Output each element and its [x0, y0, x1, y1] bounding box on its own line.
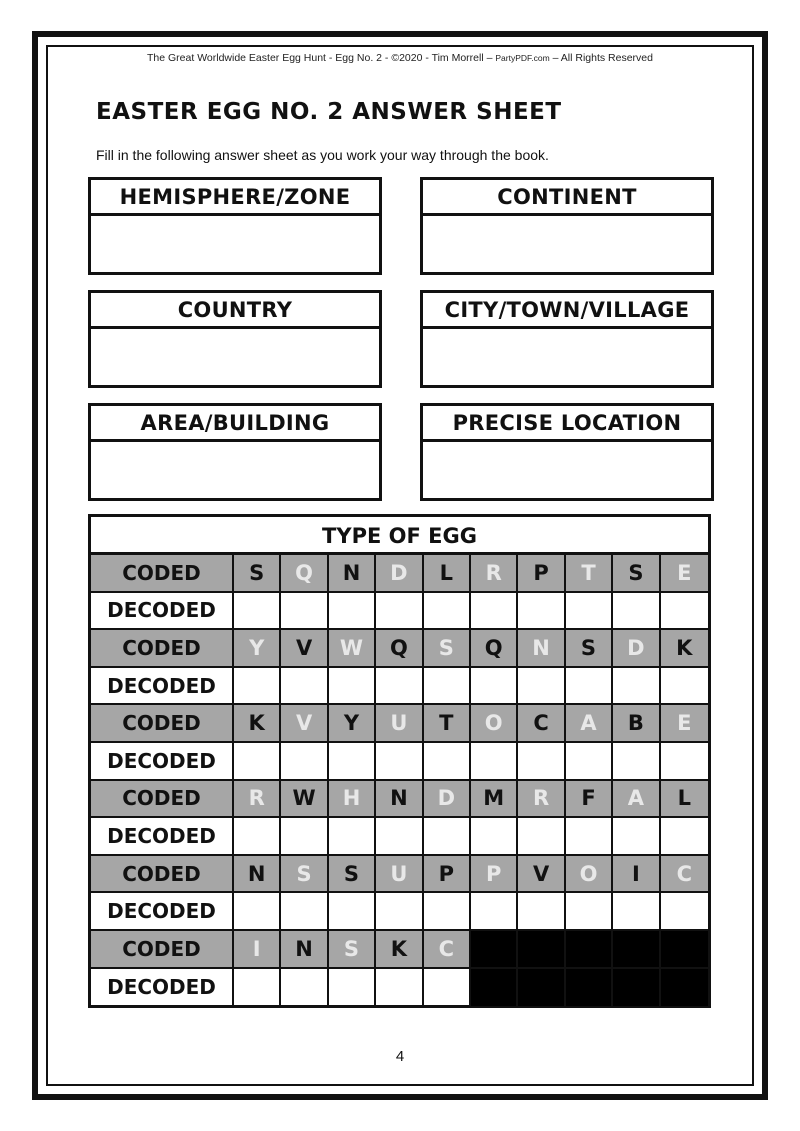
decoded-answer-cell[interactable]: [613, 818, 660, 856]
coded-letter: C: [424, 931, 471, 969]
coded-letter: D: [613, 630, 660, 668]
coded-letter: S: [613, 555, 660, 593]
coded-letter: K: [661, 630, 708, 668]
city-label: CITY/TOWN/VILLAGE: [423, 293, 711, 329]
decoded-answer-cell[interactable]: [424, 818, 471, 856]
coded-letter: S: [566, 630, 613, 668]
country-answer-field[interactable]: [91, 329, 379, 385]
coded-label: CODED: [91, 555, 234, 593]
blank-cell: [613, 931, 660, 969]
coded-letter: S: [424, 630, 471, 668]
coded-letter: S: [281, 856, 328, 894]
decoded-answer-cell[interactable]: [281, 743, 328, 781]
decoded-label: DECODED: [91, 668, 234, 706]
blank-cell: [613, 969, 660, 1007]
decoded-answer-cell[interactable]: [566, 893, 613, 931]
decoded-answer-cell[interactable]: [424, 743, 471, 781]
coded-letter: P: [471, 856, 518, 894]
decoded-answer-cell[interactable]: [518, 668, 565, 706]
rights-text: – All Rights Reserved: [549, 52, 653, 64]
coded-letter: R: [471, 555, 518, 593]
decoded-answer-cell[interactable]: [234, 818, 281, 856]
coded-letter: O: [471, 705, 518, 743]
coded-label: CODED: [91, 856, 234, 894]
coded-letter: N: [281, 931, 328, 969]
decoded-answer-cell[interactable]: [329, 893, 376, 931]
decoded-answer-cell[interactable]: [376, 743, 423, 781]
decoded-answer-cell[interactable]: [661, 593, 708, 631]
coded-label: CODED: [91, 931, 234, 969]
coded-letter: F: [566, 781, 613, 819]
coded-letter: Q: [281, 555, 328, 593]
coded-letter: R: [518, 781, 565, 819]
coded-letter: L: [424, 555, 471, 593]
coded-letter: A: [566, 705, 613, 743]
blank-cell: [566, 969, 613, 1007]
coded-letter: V: [518, 856, 565, 894]
country-box: [88, 290, 382, 388]
coded-letter: N: [376, 781, 423, 819]
decoded-answer-cell[interactable]: [234, 668, 281, 706]
coded-letter: P: [424, 856, 471, 894]
decoded-answer-cell[interactable]: [518, 743, 565, 781]
coded-letter: N: [329, 555, 376, 593]
decoded-answer-cell[interactable]: [329, 818, 376, 856]
decoded-answer-cell[interactable]: [281, 668, 328, 706]
decoded-answer-cell[interactable]: [329, 969, 376, 1007]
decoded-answer-cell[interactable]: [376, 893, 423, 931]
coded-letter: T: [424, 705, 471, 743]
coded-letter: K: [376, 931, 423, 969]
decoded-answer-cell[interactable]: [376, 668, 423, 706]
decoded-answer-cell[interactable]: [376, 593, 423, 631]
coded-letter: I: [234, 931, 281, 969]
decoded-answer-cell[interactable]: [281, 593, 328, 631]
blank-cell: [661, 969, 708, 1007]
decoded-answer-cell[interactable]: [281, 818, 328, 856]
decoded-answer-cell[interactable]: [613, 593, 660, 631]
city-box: [420, 290, 714, 388]
precise-location-box: [420, 403, 714, 501]
country-label: COUNTRY: [91, 293, 379, 329]
coded-letter: V: [281, 630, 328, 668]
decoded-answer-cell[interactable]: [424, 969, 471, 1007]
coded-letter: I: [613, 856, 660, 894]
decoded-label: DECODED: [91, 743, 234, 781]
coded-letter: C: [518, 705, 565, 743]
decoded-answer-cell[interactable]: [566, 818, 613, 856]
blank-cell: [518, 969, 565, 1007]
decoded-label: DECODED: [91, 893, 234, 931]
decoded-answer-cell[interactable]: [329, 743, 376, 781]
precise-location-answer-field[interactable]: [423, 442, 711, 498]
decoded-answer-cell[interactable]: [613, 668, 660, 706]
decoded-answer-cell[interactable]: [661, 818, 708, 856]
coded-letter: N: [518, 630, 565, 668]
blank-cell: [661, 931, 708, 969]
continent-answer-field[interactable]: [423, 216, 711, 272]
coded-letter: U: [376, 856, 423, 894]
coded-letter: V: [281, 705, 328, 743]
coded-letter: D: [424, 781, 471, 819]
decoded-answer-cell[interactable]: [376, 969, 423, 1007]
decoded-answer-cell[interactable]: [518, 818, 565, 856]
coded-letter: E: [661, 555, 708, 593]
decoded-answer-cell[interactable]: [376, 818, 423, 856]
type-of-egg-table: [88, 514, 711, 1008]
coded-letter: N: [234, 856, 281, 894]
decoded-answer-cell[interactable]: [471, 668, 518, 706]
area-answer-field[interactable]: [91, 442, 379, 498]
decoded-answer-cell[interactable]: [661, 893, 708, 931]
decoded-answer-cell[interactable]: [424, 893, 471, 931]
cipher-grid: [91, 555, 708, 1006]
coded-letter: B: [613, 705, 660, 743]
decoded-answer-cell[interactable]: [424, 593, 471, 631]
decoded-label: DECODED: [91, 969, 234, 1007]
coded-letter: D: [376, 555, 423, 593]
coded-letter: W: [281, 781, 328, 819]
decoded-answer-cell[interactable]: [566, 593, 613, 631]
coded-letter: K: [234, 705, 281, 743]
city-answer-field[interactable]: [423, 329, 711, 385]
blank-cell: [566, 931, 613, 969]
coded-letter: T: [566, 555, 613, 593]
decoded-answer-cell[interactable]: [471, 818, 518, 856]
decoded-answer-cell[interactable]: [234, 969, 281, 1007]
coded-letter: C: [661, 856, 708, 894]
decoded-answer-cell[interactable]: [281, 969, 328, 1007]
egg-table-title: TYPE OF EGG: [91, 517, 708, 555]
decoded-answer-cell[interactable]: [661, 668, 708, 706]
area-label: AREA/BUILDING: [91, 406, 379, 442]
coded-letter: R: [234, 781, 281, 819]
decoded-answer-cell[interactable]: [471, 593, 518, 631]
coded-label: CODED: [91, 781, 234, 819]
page-number: 4: [395, 1048, 405, 1065]
area-box: [88, 403, 382, 501]
decoded-answer-cell[interactable]: [613, 893, 660, 931]
decoded-label: DECODED: [91, 818, 234, 856]
coded-letter: S: [234, 555, 281, 593]
hemisphere-box: [88, 177, 382, 275]
coded-letter: E: [661, 705, 708, 743]
decoded-answer-cell[interactable]: [281, 893, 328, 931]
decoded-answer-cell[interactable]: [661, 743, 708, 781]
coded-letter: Q: [376, 630, 423, 668]
decoded-answer-cell[interactable]: [471, 743, 518, 781]
coded-letter: L: [661, 781, 708, 819]
instruction-text: Fill in the following answer sheet as you work your way through the book.: [96, 147, 549, 163]
coded-letter: Y: [329, 705, 376, 743]
hemisphere-answer-field[interactable]: [91, 216, 379, 272]
decoded-answer-cell[interactable]: [518, 593, 565, 631]
coded-letter: O: [566, 856, 613, 894]
coded-letter: H: [329, 781, 376, 819]
precise-location-label: PRECISE LOCATION: [423, 406, 711, 442]
copyright-text: The Great Worldwide Easter Egg Hunt - Egg No. 2 - ©2020 - Tim Morrell –: [147, 52, 496, 64]
coded-letter: U: [376, 705, 423, 743]
coded-letter: S: [329, 931, 376, 969]
hemisphere-label: HEMISPHERE/ZONE: [91, 180, 379, 216]
coded-letter: W: [329, 630, 376, 668]
decoded-answer-cell[interactable]: [424, 668, 471, 706]
decoded-answer-cell[interactable]: [471, 893, 518, 931]
decoded-answer-cell[interactable]: [518, 893, 565, 931]
decoded-answer-cell[interactable]: [329, 593, 376, 631]
decoded-answer-cell[interactable]: [234, 743, 281, 781]
copyright-header: [0, 52, 800, 64]
blank-cell: [518, 931, 565, 969]
decoded-answer-cell[interactable]: [566, 743, 613, 781]
decoded-answer-cell[interactable]: [234, 593, 281, 631]
continent-label: CONTINENT: [423, 180, 711, 216]
decoded-answer-cell[interactable]: [234, 893, 281, 931]
blank-cell: [471, 931, 518, 969]
coded-letter: A: [613, 781, 660, 819]
blank-cell: [471, 969, 518, 1007]
coded-letter: S: [329, 856, 376, 894]
coded-letter: Y: [234, 630, 281, 668]
coded-letter: M: [471, 781, 518, 819]
decoded-answer-cell[interactable]: [329, 668, 376, 706]
decoded-answer-cell[interactable]: [613, 743, 660, 781]
page-title: EASTER EGG NO. 2 ANSWER SHEET: [96, 99, 562, 125]
decoded-label: DECODED: [91, 593, 234, 631]
coded-letter: Q: [471, 630, 518, 668]
coded-label: CODED: [91, 705, 234, 743]
continent-box: [420, 177, 714, 275]
site-name: PartyPDF.com: [495, 53, 550, 63]
decoded-answer-cell[interactable]: [566, 668, 613, 706]
coded-label: CODED: [91, 630, 234, 668]
coded-letter: P: [518, 555, 565, 593]
